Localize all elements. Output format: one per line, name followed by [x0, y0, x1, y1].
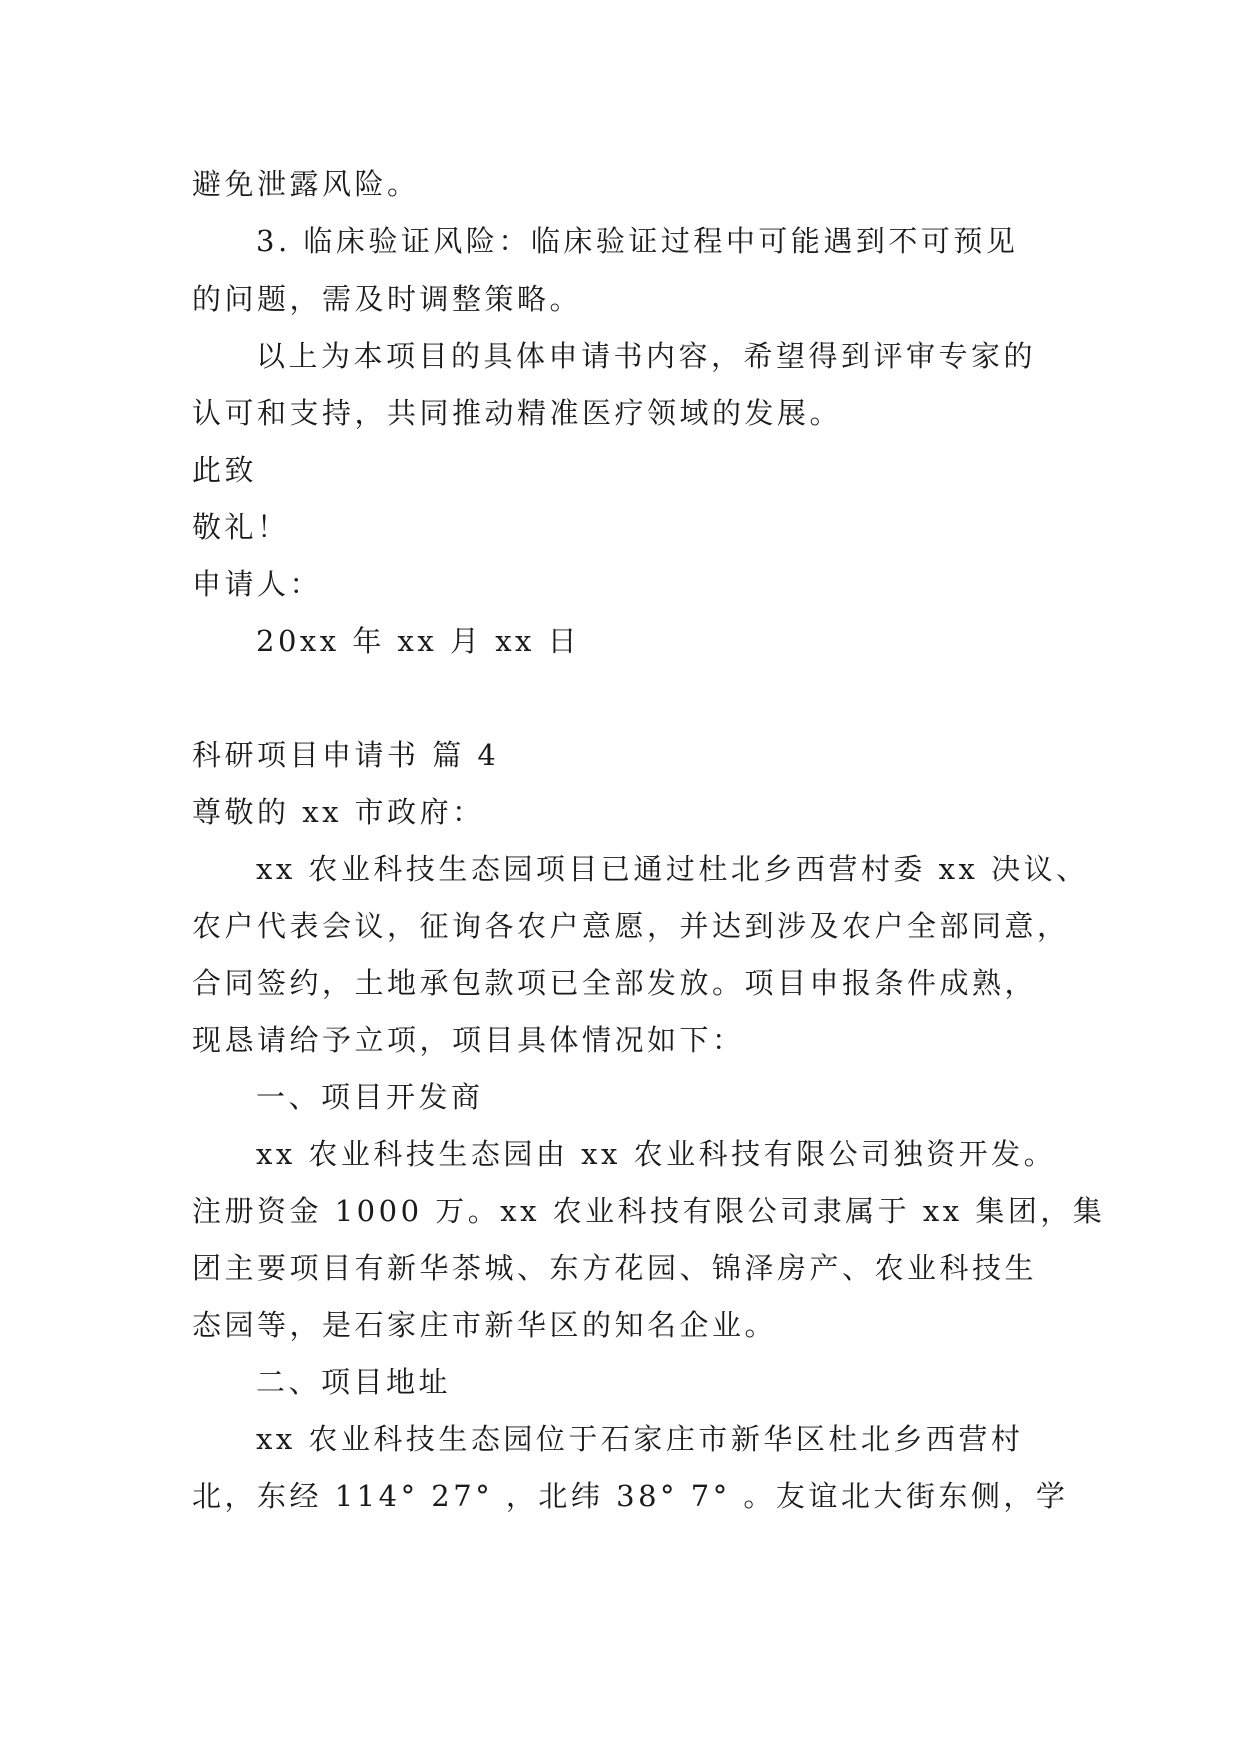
text-line: 团主要项目有新华茶城、东方花园、锦泽房产、农业科技生 — [192, 1251, 1038, 1285]
text-line: 以上为本项目的具体申请书内容，希望得到评审专家的 — [256, 339, 1037, 373]
text-line: 的问题，需及时调整策略。 — [192, 282, 583, 316]
text-line: xx 农业科技生态园由 xx 农业科技有限公司独资开发。 — [256, 1137, 1057, 1171]
section-heading: 科研项目申请书 篇 4 — [192, 738, 500, 772]
text-line: 此致 — [192, 453, 258, 487]
text-line: 避免泄露风险。 — [192, 167, 420, 201]
text-line: xx 农业科技生态园位于石家庄市新华区杜北乡西营村 — [256, 1422, 1024, 1456]
text-line: xx 农业科技生态园项目已通过杜北乡西营村委 xx 决议、 — [256, 852, 1089, 886]
text-line: 合同签约，土地承包款项已全部发放。项目申报条件成熟， — [192, 966, 1038, 1000]
text-line: 申请人： — [192, 567, 323, 601]
text-line: 3. 临床验证风险：临床验证过程中可能遇到不可预见 — [256, 224, 1019, 258]
text-line: 北，东经 114° 27° ，北纬 38° 7° 。友谊北大街东侧，学 — [192, 1479, 1069, 1513]
text-line: 敬礼！ — [192, 510, 290, 544]
subheading: 一、项目开发商 — [256, 1080, 484, 1114]
text-line: 态园等，是石家庄市新华区的知名企业。 — [192, 1308, 778, 1342]
salutation: 尊敬的 xx 市政府： — [192, 795, 485, 829]
subheading: 二、项目地址 — [256, 1365, 452, 1399]
date-line: 20xx 年 xx 月 xx 日 — [256, 624, 581, 658]
text-line: 注册资金 1000 万。xx 农业科技有限公司隶属于 xx 集团，集 — [192, 1194, 1106, 1228]
text-line: 认可和支持，共同推动精准医疗领域的发展。 — [192, 396, 843, 430]
text-line: 农户代表会议，征询各农户意愿，并达到涉及农户全部同意， — [192, 909, 1070, 943]
text-line: 现恳请给予立项，项目具体情况如下： — [192, 1023, 745, 1057]
